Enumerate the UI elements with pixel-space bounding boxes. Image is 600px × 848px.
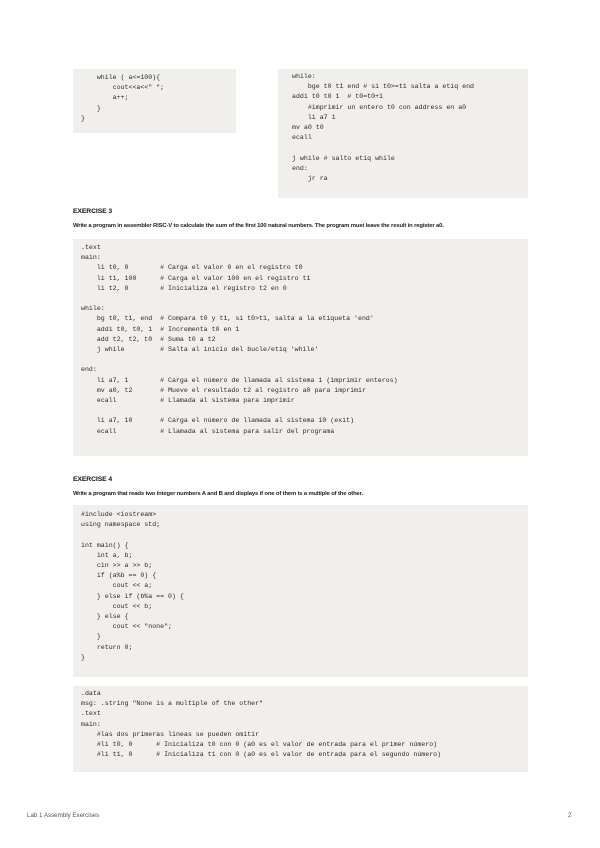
code-line: ecall # Llamada al sistema para salir del programa — [81, 427, 335, 435]
exercise-4-cpp-code-block — [73, 505, 528, 677]
code-line: #las dos primeras lineas se pueden omitir — [81, 730, 260, 738]
code-line: cout << "none"; — [81, 623, 173, 631]
code-line: .text — [81, 244, 101, 251]
code-line: li t2, 0 # Inicializa el registro t2 en 0 — [81, 284, 287, 292]
code-line: } else if (b%a == 0) { — [81, 592, 184, 600]
code-line — [81, 406, 528, 416]
code-line: cin >> a >> b; — [81, 562, 153, 569]
code-line: #li t0, 0 # Inicializa t0 con 0 (a0 es el valor de entrada para el primer número) — [81, 741, 438, 749]
code-line: addi t0 t0 1 # t0=t0+1 — [292, 93, 384, 101]
code-line: } — [81, 633, 101, 641]
exercise-3-heading: EXERCISE 3 — [73, 208, 113, 215]
code-line: if (a%b == 0) { — [81, 572, 157, 580]
exercise-4-description: Write a program that reads two integer numbers A and B and displays if one of them is a multiple of the other. — [73, 491, 363, 497]
code-line: jr ra — [292, 175, 328, 183]
code-line: j while # Salta al inicio del bucle/etiq 'while' — [81, 346, 319, 354]
code-line: li a7, 1 # Carga el número de llamada al sistema 1 (imprimir enteros) — [81, 376, 398, 384]
code-line: int a, b; — [81, 551, 133, 559]
code-line: main: — [81, 720, 101, 728]
code-line: #imprimir un entero t0 con address en a0 — [292, 103, 467, 111]
code-line: mv a0, t2 # Mueve el resultado t2 al registro a0 para imprimir — [81, 386, 366, 394]
code-line — [81, 530, 528, 540]
code-line: cout << a; — [81, 582, 153, 590]
footer-page-number: 2 — [568, 812, 572, 819]
exercise-3-description: Write a program in assembler RISC-V to calculate the sum of the first 100 natural numbers. The program must leave the result in register a0. — [73, 223, 444, 229]
code-line — [81, 355, 528, 365]
code-line: li t0, 0 # Carga el valor 0 en el registro t0 — [81, 264, 303, 272]
code-line: while: — [292, 73, 316, 80]
code-line: using namespace std; — [81, 521, 161, 529]
code-line: msg: .string "None is a multiple of the other" — [81, 700, 264, 708]
code-block-cpp-continuation — [73, 69, 236, 133]
code-line: } — [81, 114, 85, 122]
code-line: cout<<a<<" "; — [81, 84, 165, 92]
code-line: } — [81, 653, 85, 661]
code-line: return 0; — [81, 643, 133, 651]
code-line: int main() { — [81, 541, 129, 549]
code-line — [292, 143, 528, 153]
code-line: li a7, 10 # Carga el número de llamada al sistema 10 (exit) — [81, 417, 355, 425]
code-line: bge t0 t1 end # si t0>=t1 salta a etiq end — [292, 83, 475, 91]
code-line: while ( a<=100){ — [81, 74, 161, 81]
code-line: .data — [81, 690, 101, 697]
code-line: add t2, t2, t0 # Suma t0 a t2 — [81, 335, 216, 343]
code-line: j while # salto etiq while — [292, 154, 395, 162]
code-line: while: — [81, 305, 105, 313]
code-line: li t1, 100 # Carga el valor 100 en el registro t1 — [81, 274, 311, 282]
code-line: } else { — [81, 613, 129, 621]
code-line: li a7 1 — [292, 113, 336, 121]
exercise-4-asm-code-block — [73, 686, 528, 772]
exercise-3-code-block — [73, 239, 528, 456]
exercise-4-heading: EXERCISE 4 — [73, 476, 113, 483]
code-line: a++; — [81, 94, 129, 102]
code-line: } — [81, 104, 101, 112]
code-line — [81, 294, 528, 304]
code-block-asm-continuation — [278, 69, 528, 198]
code-line: ecall # Llamada al sistema para imprimir — [81, 397, 295, 405]
code-line: end: — [292, 164, 308, 172]
code-line: cout << b; — [81, 602, 153, 610]
footer-document-title: Lab 1 Assembly Exercises — [27, 812, 100, 819]
code-line: .text — [81, 710, 101, 718]
code-line: bg t0, t1, end # Compara t0 y t1, si t0>t1, salta a la etiqueta 'end' — [81, 315, 374, 323]
code-line: main: — [81, 254, 101, 262]
code-line: #li t1, 0 # Inicializa t1 con 0 (a0 es el valor de entrada para el segundo número) — [81, 751, 442, 759]
code-line: ecall — [292, 134, 312, 142]
code-line: #include <iostream> — [81, 511, 157, 518]
code-line: mv a0 t0 — [292, 124, 324, 132]
code-line: end: — [81, 366, 97, 374]
code-line: addi t0, t0, 1 # Incrementa t0 en 1 — [81, 325, 240, 333]
